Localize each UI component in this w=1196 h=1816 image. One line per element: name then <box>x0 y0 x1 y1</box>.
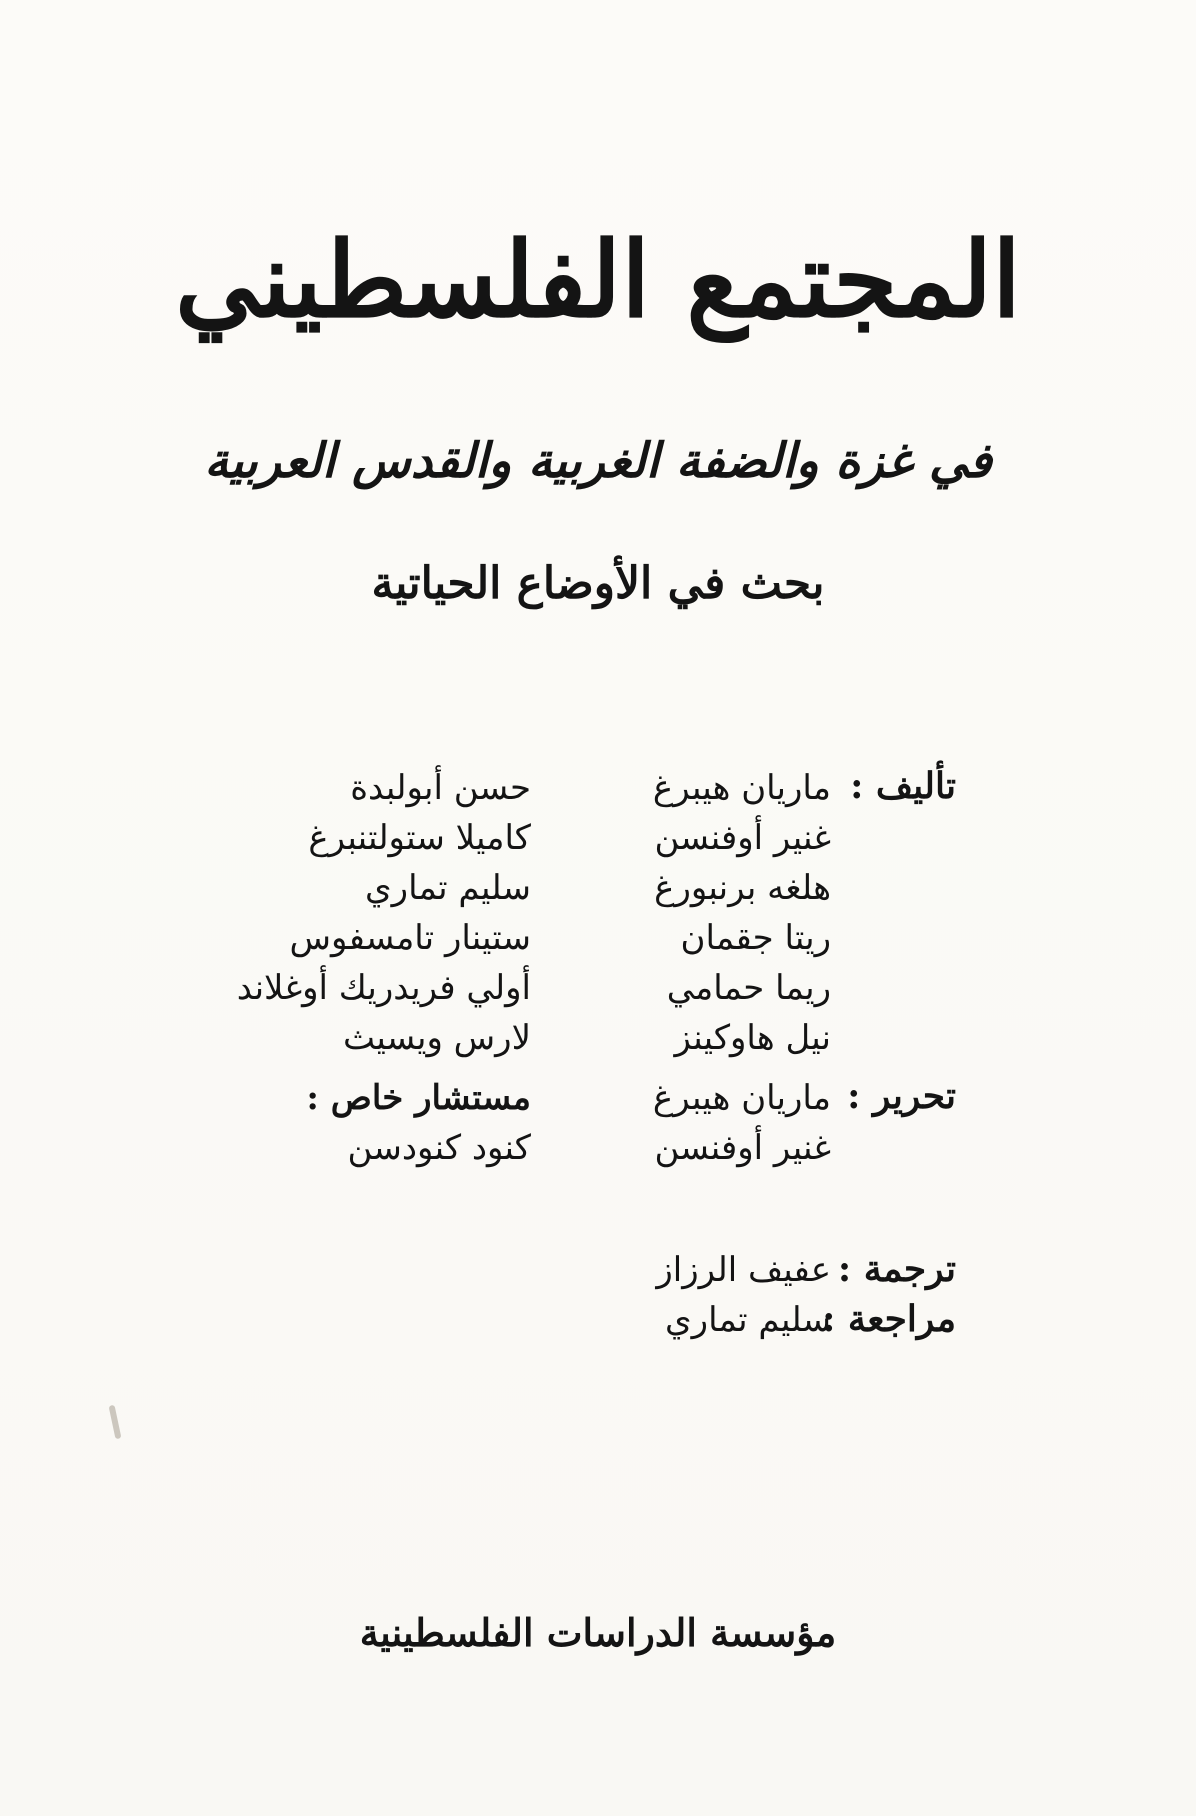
author-name: كاميلا ستولتنبرغ <box>308 818 531 858</box>
book-subtitle: في غزة والضفة الغربية والقدس العربية <box>204 433 992 489</box>
author-name: ستينار تامسفوس <box>289 918 531 958</box>
author-name: حسن أبولبدة <box>350 768 531 808</box>
consultant-name: كنود كنودسن <box>347 1128 531 1168</box>
author-name: نيل هاوكينز <box>674 1018 831 1058</box>
review-label: مراجعة : <box>822 1298 956 1340</box>
publisher-name: مؤسسة الدراسات الفلسطينية <box>359 1610 837 1655</box>
authors-label: تأليف : <box>850 765 956 807</box>
author-name: ماريان هيبرغ <box>652 768 831 808</box>
paper-smudge <box>109 1405 122 1440</box>
book-title: المجتمع الفلسطيني <box>174 218 1022 341</box>
reviewer-name: سليم تماري <box>665 1300 831 1340</box>
author-name: سليم تماري <box>365 868 531 908</box>
author-name: لارس ويسيث <box>343 1018 531 1058</box>
editor-name: ماريان هيبرغ <box>652 1078 831 1118</box>
author-name: ريما حمامي <box>666 968 831 1008</box>
consultant-label: مستشار خاص : <box>306 1078 531 1118</box>
author-name: أولي فريدريك أوغلاند <box>236 968 531 1008</box>
editor-name: غنير أوفنسن <box>654 1128 831 1168</box>
author-name: غنير أوفنسن <box>654 818 831 858</box>
research-description: بحث في الأوضاع الحياتية <box>371 558 825 609</box>
translation-label: ترجمة : <box>837 1248 956 1290</box>
author-name: هلغه برنبورغ <box>654 868 831 908</box>
translator-name: عفيف الرزاز <box>656 1250 831 1290</box>
author-name: ريتا جقمان <box>680 918 831 958</box>
editors-label: تحرير : <box>847 1075 956 1117</box>
